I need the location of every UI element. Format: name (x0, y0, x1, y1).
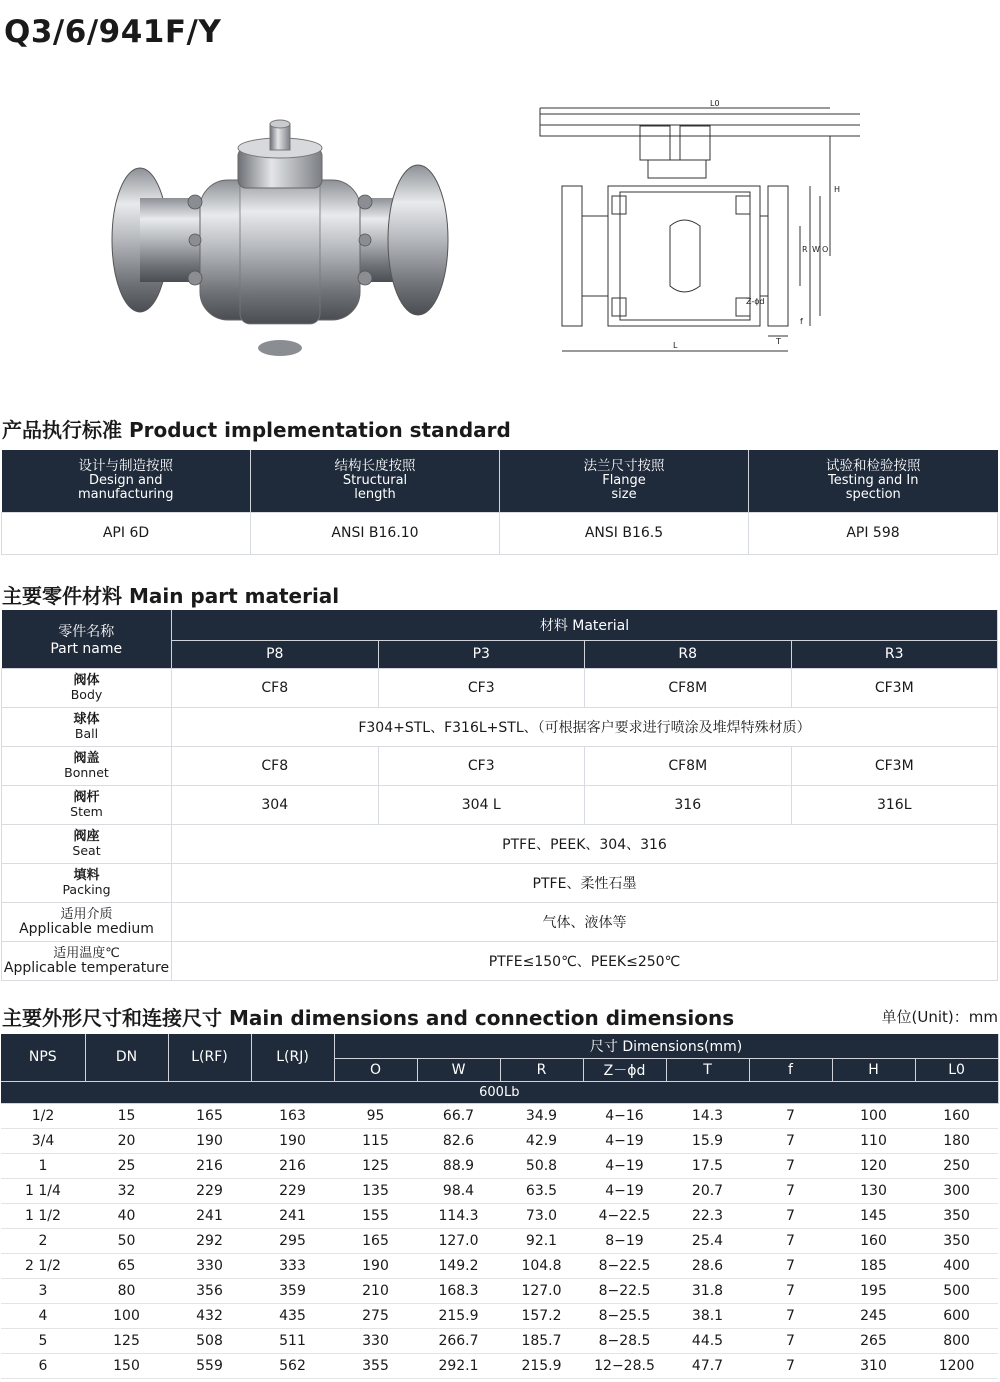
table-cell: 25.4 (666, 1228, 749, 1253)
table-cell: 31.8 (666, 1278, 749, 1303)
material-row-bonnet: 阀盖 Bonnet CF8 CF3 CF8M CF3M (2, 746, 998, 785)
table-cell: 165 (168, 1103, 251, 1128)
ball-valve-photo (100, 110, 460, 370)
valve-dimension-drawing (530, 96, 860, 366)
unit-note: 单位(Unit)：mm (881, 1008, 998, 1026)
table-cell: 190 (251, 1128, 334, 1153)
table-cell: 333 (251, 1253, 334, 1278)
table-cell: 104.8 (500, 1253, 583, 1278)
table-cell: 330 (168, 1253, 251, 1278)
table-cell: 7 (749, 1353, 832, 1378)
material-row-body: 阀体 Body CF8 CF3 CF8M CF3M (2, 668, 998, 707)
table-row (1, 1203, 998, 1228)
table-cell: 185 (832, 1253, 915, 1278)
table-cell: 250 (915, 1153, 998, 1178)
table-cell: 115 (334, 1128, 417, 1153)
table-cell: 15 (85, 1103, 168, 1128)
table-cell: 185.7 (500, 1328, 583, 1353)
label-Zd: Z-ϕd (746, 297, 765, 306)
table-cell: 300 (915, 1178, 998, 1203)
table-cell: 155 (334, 1203, 417, 1228)
grade-header: P3 (378, 640, 585, 668)
table-row (1, 1103, 998, 1128)
table-cell: 4 (1, 1303, 85, 1328)
table-cell: 330 (334, 1328, 417, 1353)
table-cell: 7 (749, 1253, 832, 1278)
table-cell: 215.9 (500, 1353, 583, 1378)
table-cell: 25 (85, 1153, 168, 1178)
table-cell: 92.1 (500, 1228, 583, 1253)
table-cell: 265 (832, 1328, 915, 1353)
table-cell: 229 (251, 1178, 334, 1203)
table-cell: 7 (749, 1278, 832, 1303)
material-row-packing: 填料 Packing PTFE、柔性石墨 (2, 863, 998, 902)
material-row-stem: 阀杆 Stem 304 304 L 316 316L (2, 785, 998, 824)
table-cell: 20.7 (666, 1178, 749, 1203)
table-cell: 65 (85, 1253, 168, 1278)
table-cell: 149.2 (417, 1253, 500, 1278)
table-cell: 63.5 (500, 1178, 583, 1203)
col-header-zd: Z－ϕd (583, 1058, 666, 1081)
table-cell: 38.1 (666, 1303, 749, 1328)
table-cell: 190 (168, 1128, 251, 1153)
table-cell: 127.0 (417, 1228, 500, 1253)
table-row (1, 1253, 998, 1278)
table-cell: 245 (832, 1303, 915, 1328)
table-cell: 310 (832, 1353, 915, 1378)
material-row-temperature: 适用温度℃ Applicable temperature PTFE≤150℃、PEEK≤250℃ (2, 941, 998, 980)
table-cell: 95 (334, 1103, 417, 1128)
col-header-dimensions-group: 尺寸 Dimensions(mm) (334, 1034, 998, 1058)
table-cell: 356 (168, 1278, 251, 1303)
table-cell: 2 1/2 (1, 1253, 85, 1278)
label-W: W (812, 245, 820, 254)
table-row (1, 1353, 998, 1378)
std-header-length: 结构长度按照 Structural length (251, 450, 500, 512)
table-cell: 127.0 (500, 1278, 583, 1303)
table-cell: 359 (251, 1278, 334, 1303)
table-cell: 98.4 (417, 1178, 500, 1203)
table-cell: 44.5 (666, 1328, 749, 1353)
table-cell: 4−19 (583, 1128, 666, 1153)
table-row (1, 1178, 998, 1203)
col-header-lrf: L(RF) (168, 1034, 251, 1081)
std-value: API 6D (2, 512, 251, 554)
table-cell: 8−28.5 (583, 1328, 666, 1353)
table-cell: 145 (832, 1203, 915, 1228)
table-cell: 266.7 (417, 1328, 500, 1353)
col-header-dn: DN (85, 1034, 168, 1081)
material-table (1, 610, 998, 981)
table-cell: 150 (85, 1353, 168, 1378)
table-cell: 160 (915, 1103, 998, 1128)
table-cell: 42.9 (500, 1128, 583, 1153)
table-cell: 125 (334, 1153, 417, 1178)
table-cell: 47.7 (666, 1353, 749, 1378)
table-cell: 180 (915, 1128, 998, 1153)
table-cell: 7 (749, 1228, 832, 1253)
table-cell: 120 (832, 1153, 915, 1178)
material-row-ball: 球体 Ball F304+STL、F316L+STL、（可根据客户要求进行喷涂及堆焊特殊材质） (2, 707, 998, 746)
table-cell: 28.6 (666, 1253, 749, 1278)
table-cell: 215.9 (417, 1303, 500, 1328)
table-row (1, 1328, 998, 1353)
table-cell: 80 (85, 1278, 168, 1303)
table-cell: 1 1/4 (1, 1178, 85, 1203)
dimensions-section-title: 主要外形尺寸和连接尺寸 Main dimensions and connection dimensions (2, 1006, 735, 1030)
table-cell: 1 (1, 1153, 85, 1178)
table-cell: 82.6 (417, 1128, 500, 1153)
table-cell: 7 (749, 1303, 832, 1328)
std-value: API 598 (749, 512, 998, 554)
material-header: 材料 Material (172, 610, 998, 640)
grade-header: R3 (791, 640, 998, 668)
label-O: O (822, 245, 829, 254)
table-cell: 22.3 (666, 1203, 749, 1228)
table-cell: 241 (168, 1203, 251, 1228)
std-header-design: 设计与制造按照 Design and manufacturing (2, 450, 251, 512)
table-cell: 241 (251, 1203, 334, 1228)
table-cell: 110 (832, 1128, 915, 1153)
table-cell: 8−22.5 (583, 1278, 666, 1303)
table-cell: 4−16 (583, 1103, 666, 1128)
table-cell: 190 (334, 1253, 417, 1278)
part-name-header: 零件名称 Part name (2, 610, 172, 668)
table-cell: 7 (749, 1103, 832, 1128)
std-value: ANSI B16.10 (251, 512, 500, 554)
col-header-nps: NPS (1, 1034, 85, 1081)
table-cell: 20 (85, 1128, 168, 1153)
table-cell: 160 (832, 1228, 915, 1253)
table-cell: 216 (251, 1153, 334, 1178)
grade-header: R8 (585, 640, 792, 668)
table-cell: 15.9 (666, 1128, 749, 1153)
table-cell: 7 (749, 1203, 832, 1228)
label-H: H (834, 185, 841, 194)
material-section-title: 主要零件材料 Main part material (2, 584, 340, 608)
table-cell: 14.3 (666, 1103, 749, 1128)
table-cell: 2 (1, 1228, 85, 1253)
table-cell: 275 (334, 1303, 417, 1328)
table-cell: 195 (832, 1278, 915, 1303)
col-header-f: f (749, 1058, 832, 1081)
std-header-testing: 试验和检验按照 Testing and In spection (749, 450, 998, 512)
table-cell: 100 (832, 1103, 915, 1128)
table-cell: 114.3 (417, 1203, 500, 1228)
col-header-lrj: L(RJ) (251, 1034, 334, 1081)
table-cell: 3/4 (1, 1128, 85, 1153)
table-cell: 100 (85, 1303, 168, 1328)
table-cell: 511 (251, 1328, 334, 1353)
table-cell: 125 (85, 1328, 168, 1353)
table-cell: 135 (334, 1178, 417, 1203)
table-cell: 8−22.5 (583, 1253, 666, 1278)
table-cell: 6 (1, 1353, 85, 1378)
label-T: T (776, 337, 781, 346)
table-cell: 350 (915, 1203, 998, 1228)
table-cell: 7 (749, 1153, 832, 1178)
table-cell: 210 (334, 1278, 417, 1303)
table-cell: 32 (85, 1178, 168, 1203)
table-cell: 229 (168, 1178, 251, 1203)
table-cell: 130 (832, 1178, 915, 1203)
table-cell: 3 (1, 1278, 85, 1303)
table-cell: 295 (251, 1228, 334, 1253)
col-header-w: W (417, 1058, 500, 1081)
table-cell: 5 (1, 1328, 85, 1353)
table-cell: 400 (915, 1253, 998, 1278)
table-cell: 34.9 (500, 1103, 583, 1128)
table-cell: 12−28.5 (583, 1353, 666, 1378)
table-cell: 4−19 (583, 1178, 666, 1203)
table-cell: 1 1/2 (1, 1203, 85, 1228)
table-cell: 163 (251, 1103, 334, 1128)
material-row-medium: 适用介质 Applicable medium 气体、液体等 (2, 902, 998, 941)
table-cell: 800 (915, 1328, 998, 1353)
table-cell: 350 (915, 1228, 998, 1253)
label-f: f (800, 317, 803, 326)
grade-header: P8 (172, 640, 379, 668)
table-cell: 66.7 (417, 1103, 500, 1128)
table-cell: 50 (85, 1228, 168, 1253)
table-row (1, 1153, 998, 1178)
pressure-class-header: 600Lb (1, 1081, 998, 1103)
table-cell: 216 (168, 1153, 251, 1178)
std-value: ANSI B16.5 (500, 512, 749, 554)
table-cell: 508 (168, 1328, 251, 1353)
table-cell: 168.3 (417, 1278, 500, 1303)
dimensions-table (1, 1034, 999, 1379)
table-cell: 7 (749, 1328, 832, 1353)
table-cell: 7 (749, 1178, 832, 1203)
table-row (1, 1128, 998, 1153)
table-cell: 432 (168, 1303, 251, 1328)
table-cell: 17.5 (666, 1153, 749, 1178)
label-L: L (673, 341, 678, 350)
product-model-title: Q3/6/941F/Y (4, 14, 222, 50)
table-cell: 8−25.5 (583, 1303, 666, 1328)
table-cell: 355 (334, 1353, 417, 1378)
table-cell: 50.8 (500, 1153, 583, 1178)
std-header-flange: 法兰尺寸按照 Flange size (500, 450, 749, 512)
table-cell: 1200 (915, 1353, 998, 1378)
table-cell: 292 (168, 1228, 251, 1253)
table-row (1, 1228, 998, 1253)
table-cell: 435 (251, 1303, 334, 1328)
table-cell: 4−22.5 (583, 1203, 666, 1228)
table-cell: 8−19 (583, 1228, 666, 1253)
table-cell: 1/2 (1, 1103, 85, 1128)
table-row (1, 1278, 998, 1303)
table-cell: 562 (251, 1353, 334, 1378)
standard-table (1, 450, 998, 555)
table-cell: 88.9 (417, 1153, 500, 1178)
table-cell: 600 (915, 1303, 998, 1328)
label-L0: L0 (710, 99, 720, 108)
col-header-o: O (334, 1058, 417, 1081)
table-cell: 157.2 (500, 1303, 583, 1328)
col-header-l0: L0 (915, 1058, 998, 1081)
table-cell: 500 (915, 1278, 998, 1303)
table-cell: 40 (85, 1203, 168, 1228)
label-R: R (802, 245, 808, 254)
col-header-t: T (666, 1058, 749, 1081)
table-cell: 292.1 (417, 1353, 500, 1378)
material-row-seat: 阀座 Seat PTFE、PEEK、304、316 (2, 824, 998, 863)
col-header-h: H (832, 1058, 915, 1081)
table-cell: 7 (749, 1128, 832, 1153)
table-cell: 165 (334, 1228, 417, 1253)
col-header-r: R (500, 1058, 583, 1081)
table-row (1, 1303, 998, 1328)
table-cell: 4−19 (583, 1153, 666, 1178)
standard-section-title: 产品执行标准 Product implementation standard (2, 418, 511, 442)
table-cell: 73.0 (500, 1203, 583, 1228)
table-cell: 559 (168, 1353, 251, 1378)
